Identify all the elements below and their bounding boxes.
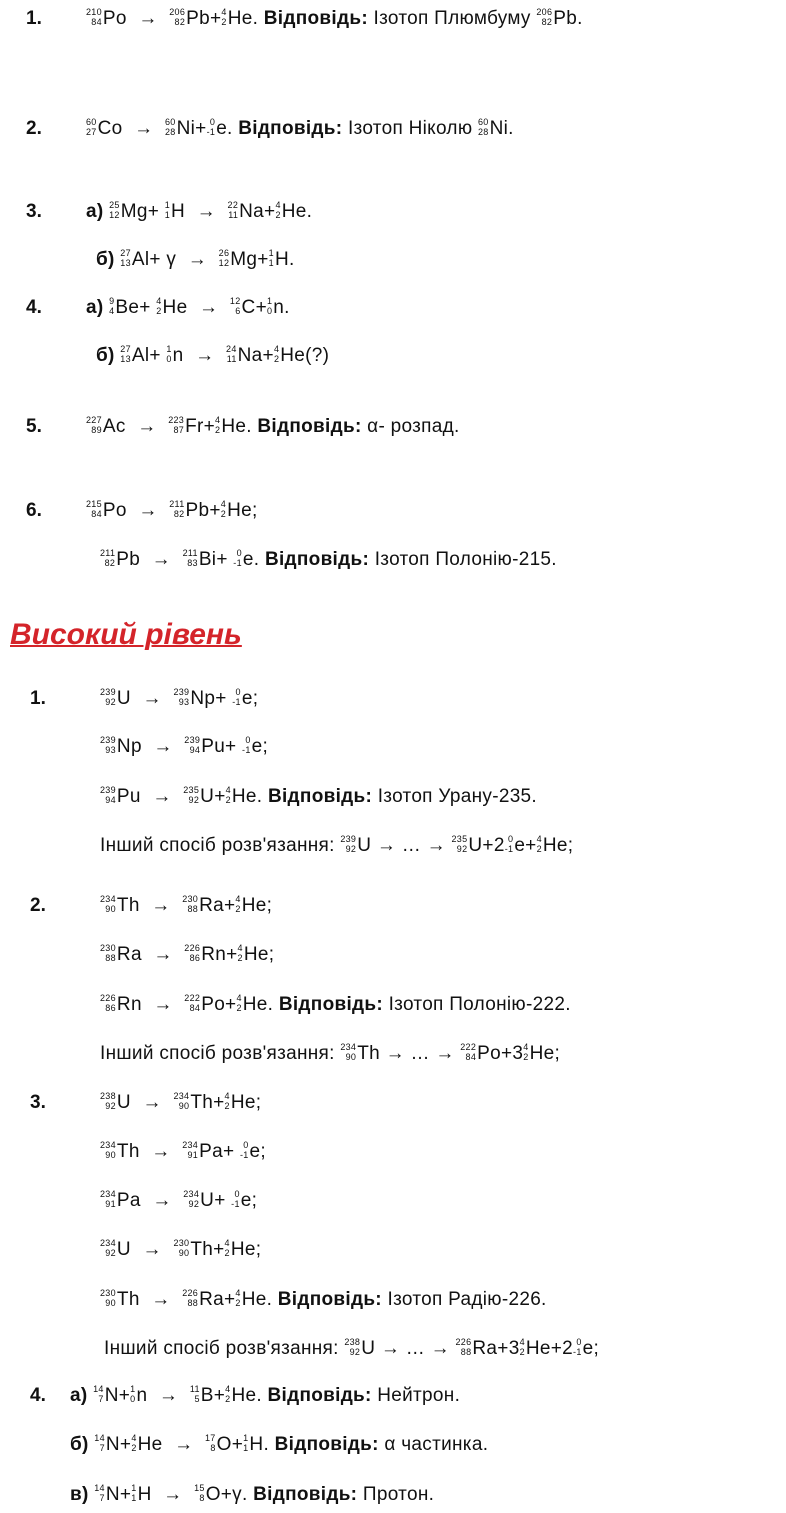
equation-line: Інший спосіб розв'язання: 238 92 U → … → 226 88 Ra+3 4 2 He+2 0 -1 e; [104,1336,600,1359]
section-heading-high-level: Високий рівень [10,618,242,651]
equation-line: 234 90 Th → 234 91 Pa+ 0 -1 e; [100,1139,266,1162]
problem-number: 4. [30,1385,46,1406]
problem-number: 1. [30,688,46,709]
equation-line: 239 94 Pu → 235 92 U+ 4 2 He. Відповідь: Ізотоп Урану-235. [100,784,538,807]
equation-line: Інший спосіб розв'язання: 239 92 U → … → 235 92 U+2 0 -1 e+ 4 2 He; [100,833,574,856]
problem-number: 3. [26,201,42,222]
equation-line: 234 90 Th → 230 88 Ra+ 4 2 He; [100,893,273,916]
problem-number: 6. [26,500,42,521]
problem-number: 3. [30,1092,46,1113]
equation-line: 230 90 Th → 226 88 Ra+ 4 2 He. Відповідь: Ізотоп Радію-226. [100,1287,547,1310]
equation-line: 238 92 U → 234 90 Th+ 4 2 He; [100,1090,262,1113]
equation-line: 227 89 Ac → 223 87 Fr+ 4 2 He. Відповідь: α- розпад. [86,414,460,437]
equation-line: 210 84 Po → 206 82 Pb+ 4 2 He. Відповідь: Ізотоп Плюмбуму 206 82 Pb. [86,6,583,29]
problem-number: 5. [26,416,42,437]
equation-line: 215 84 Po → 211 82 Pb+ 4 2 He; [86,498,258,521]
equation-line: б) 14 7 N+ 4 2 He → 17 8 O+ 1 1 H. Відповідь: α частинка. [70,1432,489,1455]
equation-line: 226 86 Rn → 222 84 Po+ 4 2 He. Відповідь: Ізотоп Полонію-222. [100,992,571,1015]
equation-line: 60 27 Co → 60 28 Ni+ 0 -1 e. Відповідь: Ізотоп Ніколю 60 28 Ni. [86,116,514,139]
problem-number: 1. [26,8,42,29]
problem-number: 2. [30,895,46,916]
equation-line: б) 27 13 Al+ γ → 26 12 Mg+ 1 1 H. [96,247,295,270]
equation-line: а) 9 4 Be+ 4 2 He → 12 6 C+ 1 0 n. [86,295,290,318]
equation-line: б) 27 13 Al+ 1 0 n → 24 11 Na+ 4 2 He(?) [96,343,330,366]
equation-line: 230 88 Ra → 226 86 Rn+ 4 2 He; [100,942,275,965]
equation-line: а) 14 7 N+ 1 0 n → 11 5 B+ 4 2 He. Відповідь: Нейтрон. [70,1383,461,1406]
equation-line: 239 92 U → 239 93 Np+ 0 -1 e; [100,686,259,709]
equation-line: 234 91 Pa → 234 92 U+ 0 -1 e; [100,1188,258,1211]
equation-line: в) 14 7 N+ 1 1 H → 15 8 O+γ. Відповідь: Протон. [70,1482,435,1505]
equation-line: а) 25 12 Mg+ 1 1 H → 22 11 Na+ 4 2 He. [86,199,313,222]
problem-number: 4. [26,297,42,318]
equation-line: Інший спосіб розв'язання: 234 90 Th → … → 222 84 Po+3 4 2 He; [100,1041,561,1064]
problem-number: 2. [26,118,42,139]
equation-line: 234 92 U → 230 90 Th+ 4 2 He; [100,1237,262,1260]
equation-line: 211 82 Pb → 211 83 Bi+ 0 -1 e. Відповідь: Ізотоп Полонію-215. [100,547,557,570]
equation-line: 239 93 Np → 239 94 Pu+ 0 -1 e; [100,734,269,757]
